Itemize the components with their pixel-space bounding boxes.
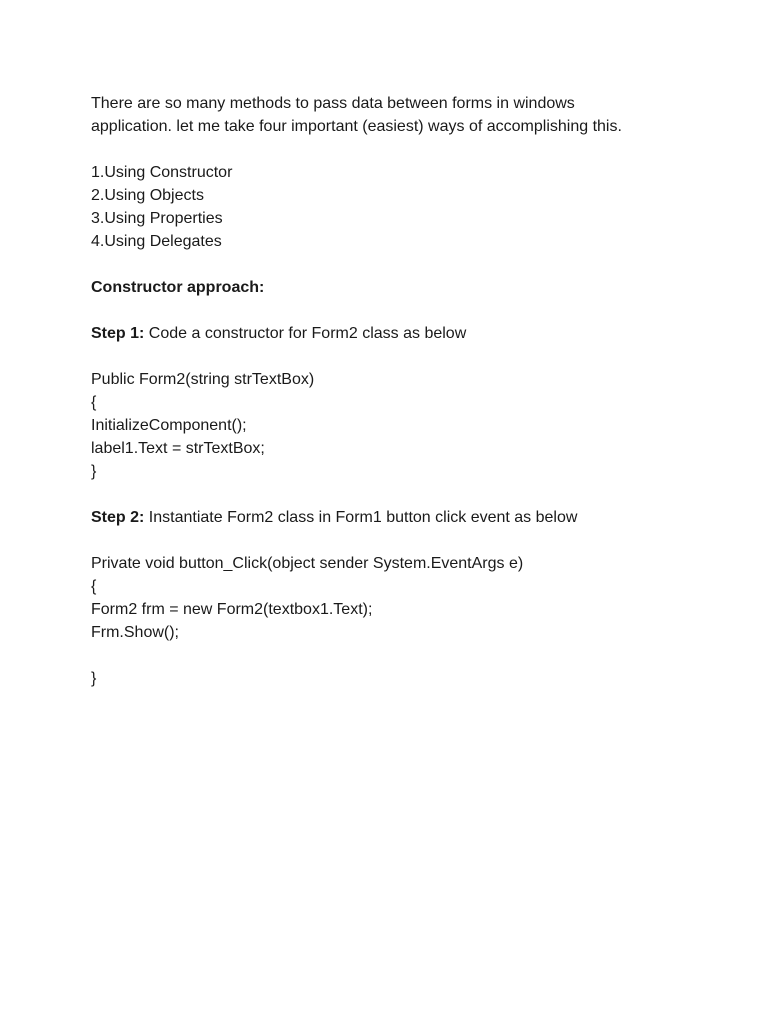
intro-line: There are so many methods to pass data between forms in windows <box>91 95 575 112</box>
code-block-1 <box>91 368 711 483</box>
blank-line <box>91 138 711 161</box>
step-2-paragraph <box>91 506 711 529</box>
code-block-2 <box>91 552 711 690</box>
blank-line <box>91 299 711 322</box>
blank-line <box>91 253 711 276</box>
code-line: { <box>91 578 97 595</box>
methods-list <box>91 161 711 253</box>
step-1-paragraph <box>91 322 711 345</box>
blank-line <box>91 345 711 368</box>
code-line: label1.Text = strTextBox; <box>91 440 265 457</box>
code-line: } <box>91 670 97 687</box>
step-2-label: Step 2: <box>91 509 145 526</box>
document-body <box>91 92 711 690</box>
intro-line: application. let me take four important (easiest) ways of accomplishing this. <box>91 118 622 135</box>
code-line: Form2 frm = new Form2(textbox1.Text); <box>91 601 373 618</box>
code-line: } <box>91 463 97 480</box>
method-item: 1.Using Constructor <box>91 164 233 181</box>
code-line: Private void button_Click(object sender System.EventArgs e) <box>91 555 524 572</box>
step-1-label: Step 1: <box>91 325 145 342</box>
blank-line <box>91 483 711 506</box>
blank-line <box>91 644 711 667</box>
code-line: Frm.Show(); <box>91 624 179 641</box>
method-item: 3.Using Properties <box>91 210 223 227</box>
section-heading: Constructor approach: <box>91 279 265 296</box>
method-item: 4.Using Delegates <box>91 233 222 250</box>
code-line: Public Form2(string strTextBox) <box>91 371 315 388</box>
step-2-text: Instantiate Form2 class in Form1 button click event as below <box>144 509 578 526</box>
code-line: InitializeComponent(); <box>91 417 247 434</box>
code-line: { <box>91 394 97 411</box>
step-1-text: Code a constructor for Form2 class as below <box>144 325 467 342</box>
blank-line <box>91 529 711 552</box>
method-item: 2.Using Objects <box>91 187 204 204</box>
